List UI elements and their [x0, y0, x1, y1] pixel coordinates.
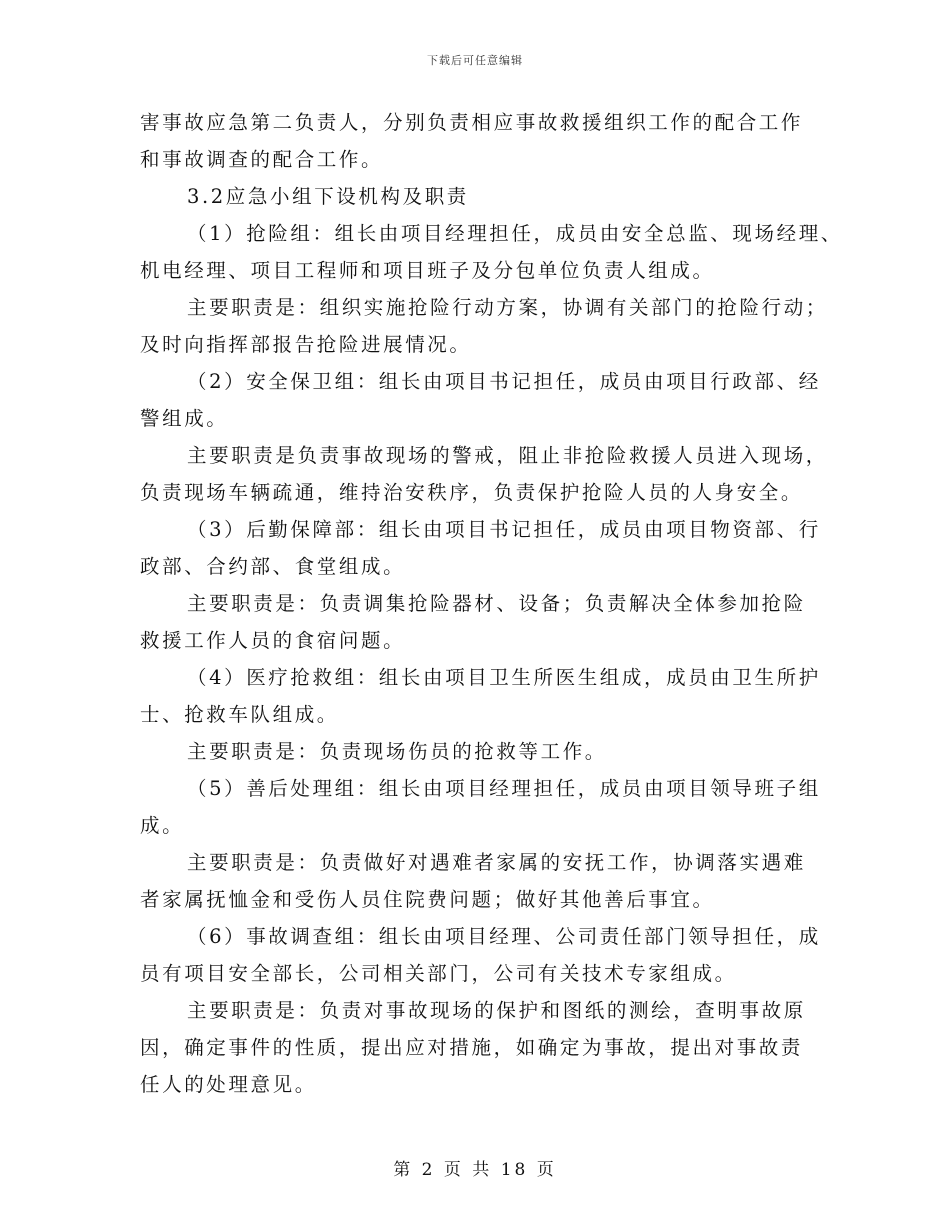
text-line: 主要职责是：负责做好对遇难者家属的安抚工作，协调落实遇难: [187, 851, 806, 874]
text-line: 救援工作人员的食宿问题。: [140, 629, 406, 652]
text-line: 因，确定事件的性质，提出应对措施，如确定为事故，提出对事故责: [140, 1036, 804, 1059]
text-line: 警组成。: [140, 407, 229, 430]
text-line: 主要职责是负责事故现场的警戒，阻止非抢险救援人员进入现场，: [187, 444, 828, 467]
text-line: （5）善后处理组：组长由项目经理担任，成员由项目领导班子组: [187, 777, 821, 800]
text-line: 主要职责是：负责对事故现场的保护和图纸的测绘，查明事故原: [187, 999, 806, 1022]
text-line: （3）后勤保障部：组长由项目书记担任，成员由项目物资部、行: [187, 518, 821, 541]
text-line: 政部、合约部、食堂组成。: [140, 555, 406, 578]
text-line: （2）安全保卫组：组长由项目书记担任，成员由项目行政部、经: [187, 370, 821, 393]
text-line: （1）抢险组：组长由项目经理担任，成员由安全总监、现场经理、: [187, 222, 843, 245]
text-line: （4）医疗抢救组：组长由项目卫生所医生组成，成员由卫生所护: [187, 666, 821, 689]
page-footer: 第 2 页 共 18 页: [393, 1160, 557, 1180]
text-line: （6）事故调查组：组长由项目经理、公司责任部门领导担任，成: [187, 925, 821, 948]
text-line: 主要职责是：负责调集抢险器材、设备；负责解决全体参加抢险: [187, 592, 806, 615]
text-line: 成。: [140, 814, 185, 837]
text-line: 负责现场车辆疏通，维持治安秩序，负责保护抢险人员的人身安全。: [140, 481, 804, 504]
text-line: 3.2应急小组下设机构及职责: [187, 185, 469, 208]
text-line: 和事故调查的配合工作。: [140, 148, 384, 171]
page-header: 下载后可任意编辑: [427, 54, 523, 67]
text-line: 者家属抚恤金和受伤人员住院费问题；做好其他善后事宜。: [140, 888, 715, 911]
text-line: 士、抢救车队组成。: [140, 703, 339, 726]
text-line: 员有项目安全部长，公司相关部门，公司有关技术专家组成。: [140, 962, 737, 985]
text-line: 主要职责是：组织实施抢险行动方案，协调有关部门的抢险行动；: [187, 296, 828, 319]
text-line: 害事故应急第二负责人，分别负责相应事故救援组织工作的配合工作: [140, 111, 804, 134]
text-line: 机电经理、项目工程师和项目班子及分包单位负责人组成。: [140, 259, 715, 282]
text-line: 主要职责是：负责现场伤员的抢救等工作。: [187, 740, 607, 763]
document-body: [140, 104, 843, 1103]
text-line: 任人的处理意见。: [140, 1073, 317, 1096]
text-line: 及时向指挥部报告抢险进展情况。: [140, 333, 472, 356]
